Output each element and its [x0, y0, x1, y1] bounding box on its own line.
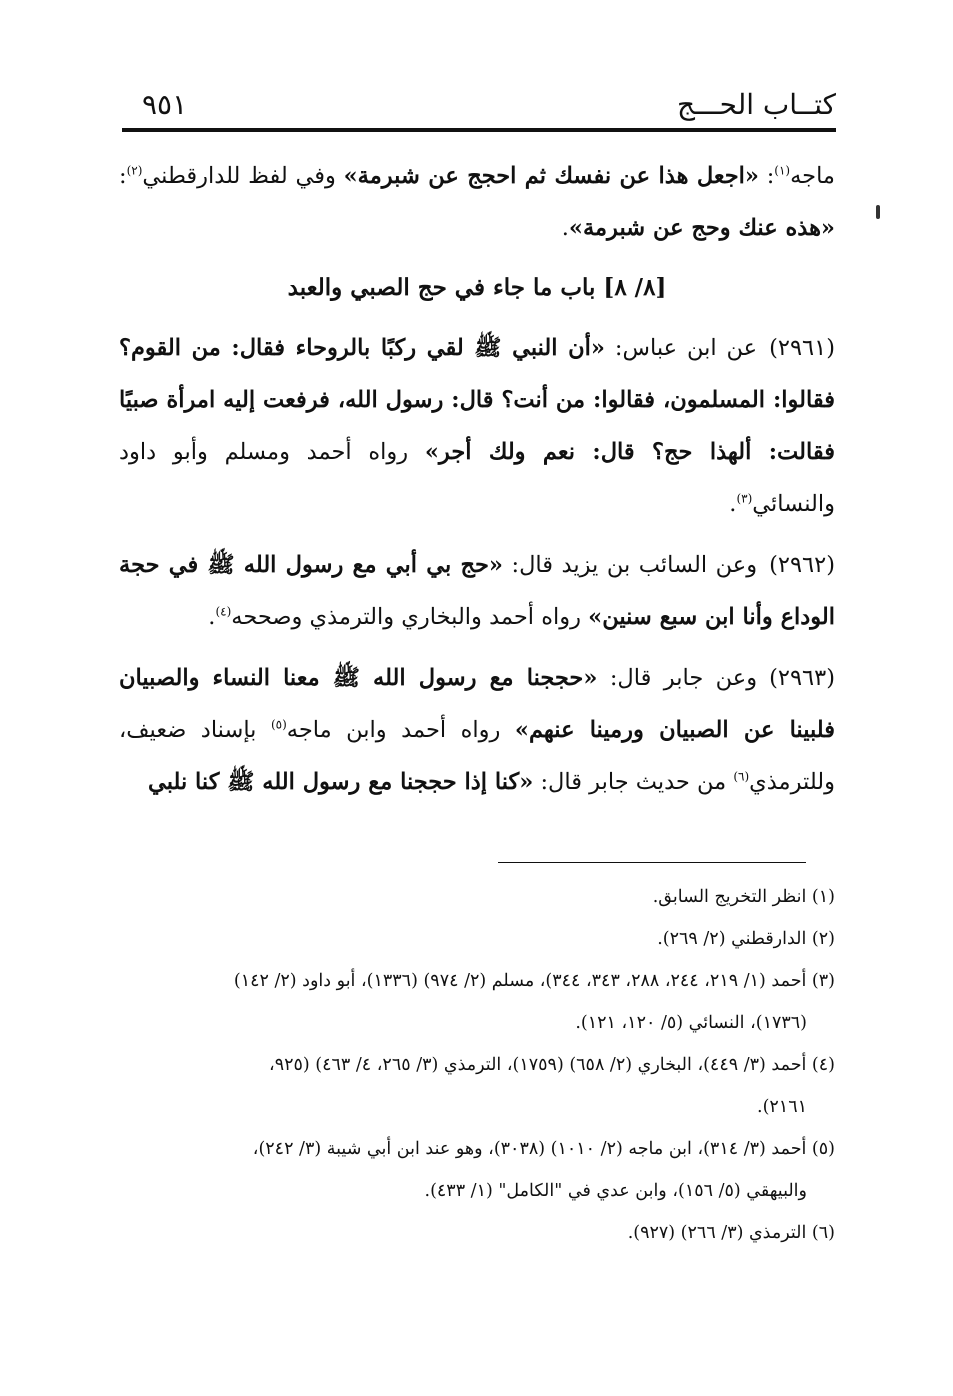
footnote-4 [119, 1044, 835, 1128]
hadith-2962 [119, 539, 835, 643]
footnote-ref-1: (١) [774, 163, 791, 178]
text-span: من حديث جابر قال: [533, 769, 734, 795]
quote: «اجعل هذا عن نفسك ثم احجج عن شبرمة» [343, 163, 759, 189]
quote: «كنا إذا حججنا مع رسول الله ﷺ كنا نلبي [147, 769, 534, 795]
text-span: : [758, 163, 775, 189]
footnote-1: (١) انظر التخريج السابق. [652, 887, 835, 907]
footnote-ref-2: (٢) [126, 163, 143, 178]
text-span: وعن جابر قال: [597, 665, 758, 691]
footnote-separator [498, 862, 806, 863]
quote: «حج بي أبي مع رسول الله ﷺ في حجة الوداع وأنا ابن سبع سنين» [119, 552, 835, 630]
text-span: بإسناد ضعيف، وللترمذي [119, 717, 835, 795]
footnote-ref-5: (٥) [270, 717, 287, 732]
book-title: كتــاب الحـــج [676, 88, 836, 121]
text-span: : [119, 163, 127, 189]
footnote-line: (٣) أحمد (١/ ٢١٩، ٢٤٤، ٢٨٨، ٣٤٣، ٣٤٤)، مسلم (٢/ ٩٧٤) (١٣٣٦)، أبو داود (٢/ ١٤٢) [233, 971, 835, 991]
section-heading: [٨/ ٨] باب ما جاء في حج الصبي والعبد [287, 274, 667, 301]
footnote-continuation: والبيهقي (٥/ ١٥٦)، وابن عدي في "الكامل" (١/ ٤٣٣). [424, 1181, 807, 1201]
footnote-line: (٤) أحمد (٣/ ٤٤٩)، البخاري (٢/ ٦٥٨) (١٧٥٩)، الترمذي (٣/ ٢٦٥، ٤/ ٤٦٣) (٩٢٥، [269, 1055, 835, 1075]
page-number: ٩٥١ [142, 88, 188, 121]
footnotes [119, 876, 835, 1254]
hadith-number: (٢٩٦١) [769, 335, 835, 361]
quote: «حججنا مع رسول الله ﷺ معنا النساء والصبيان فلبينا عن الصبيان ورمينا عنهم» [119, 665, 835, 743]
footnote-ref-6: (٦) [733, 769, 750, 784]
text-span: رواه أحمد ومسلم وأبو داود والنسائي [119, 439, 835, 517]
footnote-5 [119, 1128, 835, 1212]
text-span: ماجه [790, 163, 835, 189]
text-span: . [729, 491, 737, 517]
quote: «أن النبي ﷺ لقي ركبًا بالروحاء فقال: من القوم؟ فقالوا: المسلمون، فقالوا: من أنت؟ قال: رسول الله، فرفعت إليه امرأة صبيًا فقالت: ألهذا حج؟ قال: نعم ولك أجر» [119, 335, 835, 465]
intro-paragraph [119, 150, 835, 254]
text-span: رواه أحمد وابن ماجه [286, 717, 515, 743]
footnote-3 [119, 960, 835, 1044]
margin-mark [876, 205, 880, 219]
quote: «هذه عنك وحج عن شبرمة» [568, 215, 835, 241]
text-span: . [561, 215, 569, 241]
hadith-number: (٢٩٦٣) [769, 665, 835, 691]
text-span: وفي لفظ للدارقطني [142, 163, 344, 189]
page-header [122, 84, 836, 132]
header-rule [122, 128, 836, 132]
main-text [119, 150, 835, 808]
footnote-continuation: (١٧٣٦)، النسائي (٥/ ١٢٠، ١٢١). [575, 1013, 807, 1033]
text-span: . [208, 604, 216, 630]
hadith-2961 [119, 322, 835, 530]
footnote-2: (٢) الدارقطني (٢/ ٢٦٩). [657, 929, 835, 949]
text-span: وعن السائب بن يزيد قال: [502, 552, 758, 578]
footnote-continuation: ٢١٦١). [757, 1097, 807, 1117]
hadith-2963 [119, 652, 835, 808]
footnote-ref-4: (٤) [215, 604, 232, 619]
text-span: عن ابن عباس: [604, 335, 758, 361]
footnote-ref-3: (٣) [736, 491, 753, 506]
hadith-number: (٢٩٦٢) [769, 552, 835, 578]
text-span: رواه أحمد والبخاري والترمذي وصححه [231, 604, 589, 630]
footnote-6: (٦) الترمذي (٣/ ٢٦٦) (٩٢٧). [627, 1223, 835, 1243]
footnote-line: (٥) أحمد (٣/ ٣١٤)، ابن ماجه (٢/ ١٠١٠) (٣٠٣٨)، وهو عند ابن أبي شيبة (٣/ ٢٤٢)، [252, 1139, 835, 1159]
